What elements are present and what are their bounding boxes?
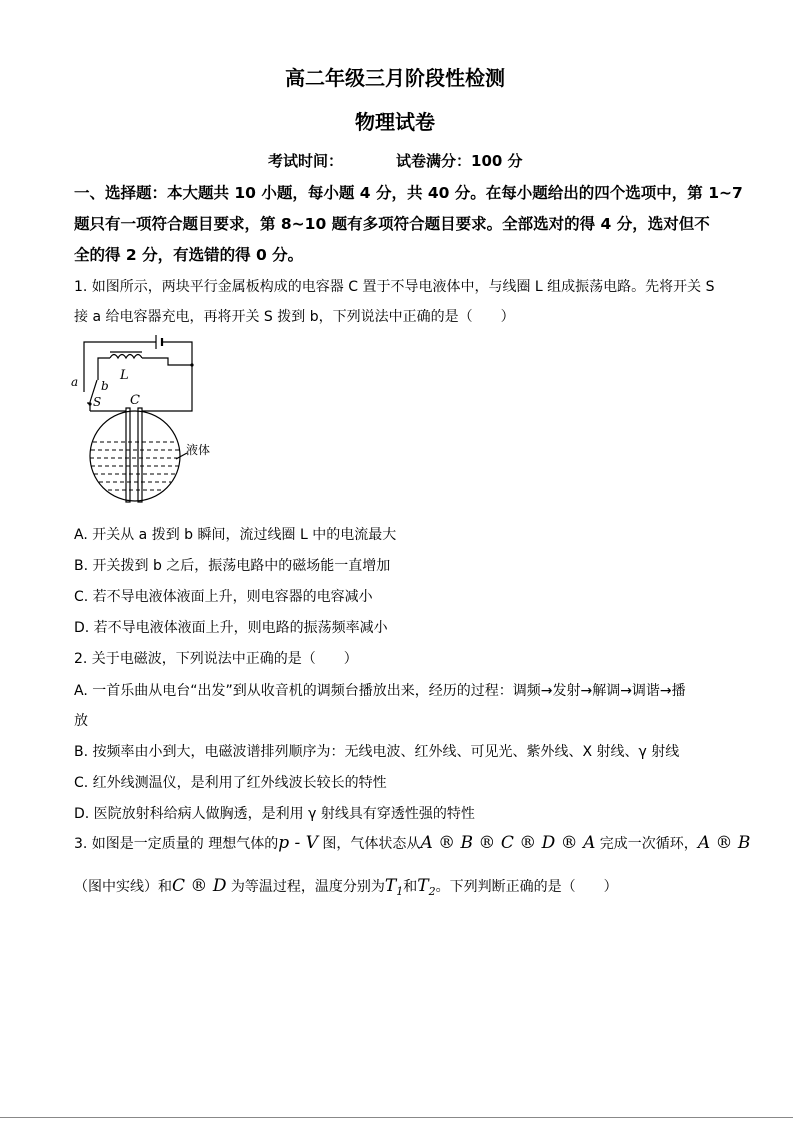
q2-option-a-line1: A. 一首乐曲从电台“出发”到从收音机的调频台播放出来，经历的过程：调频→发射→解调→调谐→播 xyxy=(74,683,686,699)
q3-and: 和 xyxy=(403,879,418,895)
q3-line1-text1: 3. 如图是一定质量的 理想气体的 xyxy=(74,836,279,852)
q1-option-d: D. 若不导电液体液面上升，则电路的振荡频率减小 xyxy=(74,620,388,636)
q1-option-b: B. 开关拨到 b 之后，振荡电路中的磁场能一直增加 xyxy=(74,558,391,574)
figure-label-b: b xyxy=(101,379,109,393)
figure-label-C: C xyxy=(130,393,140,408)
q3-line1-text2: 图，气体状态从 xyxy=(317,836,421,852)
q3-cd-symbol: C ® D xyxy=(172,876,227,896)
full-score-label: 试卷满分：100 分 xyxy=(396,152,523,170)
q3-t1-symbol: $T_1$ xyxy=(384,876,404,898)
q3-line1-text3: 完成一次循环， xyxy=(595,836,698,852)
q1-stem-line1: 1. 如图所示，两块平行金属板构成的电容器 C 置于不导电液体中，与线圈 L 组成振荡电路。先将开关 S xyxy=(74,279,715,295)
figure-label-L: L xyxy=(120,368,129,383)
figure-label-a: a xyxy=(71,375,79,389)
q3-pv-symbol: p - V xyxy=(278,833,318,853)
q3-line2-text2: 为等温过程，温度分别为 xyxy=(226,879,385,895)
q1-circuit-figure xyxy=(68,334,218,506)
q2-option-a-line2: 放 xyxy=(74,713,88,729)
q1-stem-line2: 接 a 给电容器充电，再将开关 S 拨到 b，下列说法中正确的是（ ） xyxy=(74,309,515,325)
q1-option-c: C. 若不导电液体液面上升，则电容器的电容减小 xyxy=(74,589,373,605)
section1-line2: 题只有一项符合题目要求，第 8~10 题有多项符合题目要求。全部选对的得 4 分，选对但不 xyxy=(74,215,710,233)
q2-stem: 2. 关于电磁波，下列说法中正确的是（ ） xyxy=(74,651,358,667)
q2-option-c: C. 红外线测温仪，是利用了红外线波长较长的特性 xyxy=(74,775,387,791)
figure-label-liquid: 液体 xyxy=(186,443,211,457)
q3-cycle-symbol: A ® B ® C ® D ® A xyxy=(420,833,596,853)
q3-ab-symbol: A ® B xyxy=(697,833,751,853)
q3-line2 xyxy=(74,876,618,898)
q3-line2-text3: 。下列判断正确的是（ ） xyxy=(435,879,618,895)
q3-line1 xyxy=(74,833,750,853)
section1-line1: 一、选择题：本大题共 10 小题，每小题 4 分，共 40 分。在每小题给出的四个选项中，第 1~7 xyxy=(74,184,743,202)
section1-line3: 全的得 2 分，有选错的得 0 分。 xyxy=(74,246,304,264)
q3-line2-text1: （图中实线）和 xyxy=(74,879,172,895)
exam-time-label: 考试时间： xyxy=(268,152,344,170)
q2-option-d: D. 医院放射科给病人做胸透，是利用 γ 射线具有穿透性强的特性 xyxy=(74,806,475,822)
page-bottom-rule xyxy=(0,1117,793,1118)
figure-label-S: S xyxy=(93,395,102,409)
page-title: 高二年级三月阶段性检测 xyxy=(285,66,505,90)
q3-t2-symbol: $T_2$ xyxy=(417,876,436,898)
q2-option-b: B. 按频率由小到大，电磁波谱排列顺序为：无线电波、红外线、可见光、紫外线、X 射线、γ 射线 xyxy=(74,744,680,760)
page-subtitle: 物理试卷 xyxy=(355,110,435,134)
q1-option-a: A. 开关从 a 拨到 b 瞬间，流过线圈 L 中的电流最大 xyxy=(74,527,397,543)
